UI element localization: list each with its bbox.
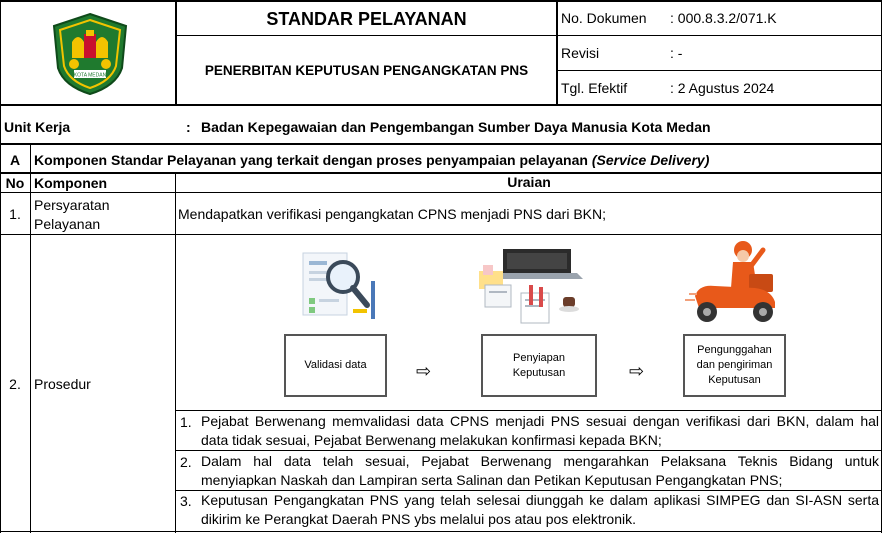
flow-arrow-icon: ⇨ bbox=[416, 361, 432, 381]
meta-label-revisi: Revisi bbox=[561, 45, 600, 61]
section-letter: A bbox=[9, 152, 21, 168]
row1-no: 1. bbox=[9, 206, 21, 222]
meta-value-efektif: : 2 Agustus 2024 bbox=[670, 80, 775, 96]
step-2-line2: menyiapkan Naskah dan Lampiran serta Salinan dan Petikan Keputusan Pengangkatan PNS; bbox=[201, 472, 783, 488]
section-title-italic: (Service Delivery) bbox=[591, 152, 710, 168]
unit-kerja-value: Badan Kepegawaian dan Pengembangan Sumber Daya Manusia Kota Medan bbox=[201, 119, 711, 135]
unit-kerja-label: Unit Kerja bbox=[4, 119, 71, 135]
flow-step-penyiapan: Penyiapan Keputusan bbox=[481, 334, 597, 397]
delivery-scooter-illustration bbox=[685, 236, 785, 332]
kota-medan-logo bbox=[50, 12, 130, 96]
col-header-komponen: Komponen bbox=[34, 175, 108, 191]
laptop-desk-illustration bbox=[477, 245, 597, 325]
logo-text: KOTA MEDAN bbox=[73, 72, 107, 79]
step-2-text bbox=[201, 452, 879, 490]
document-subtitle: PENERBITAN KEPUTUSAN PENGANGKATAN PNS bbox=[204, 63, 529, 78]
row2-komponen: Prosedur bbox=[34, 376, 91, 392]
document-title: STANDAR PELAYANAN bbox=[266, 9, 467, 29]
flow-arrow-icon: ⇨ bbox=[629, 361, 645, 381]
document-search-illustration bbox=[295, 243, 385, 333]
step-2-no: 2. bbox=[180, 454, 192, 470]
meta-label-efektif: Tgl. Efektif bbox=[561, 80, 628, 96]
step-3-no: 3. bbox=[180, 493, 192, 509]
step-3-text bbox=[201, 491, 879, 529]
col-header-no: No bbox=[5, 175, 25, 191]
step-1-no: 1. bbox=[180, 414, 192, 430]
meta-label-dokumen: No. Dokumen bbox=[561, 10, 647, 26]
step-1-line2: data tidak sesuai, Pejabat Berwenang melakukan konfirmasi kepada BKN; bbox=[201, 432, 662, 448]
step-3-line1: Keputusan Pengangkatan PNS yang telah selesai diunggah ke dalam aplikasi SIMPEG dan SI-ASN serta bbox=[201, 492, 879, 508]
logo-cell bbox=[0, 0, 176, 104]
unit-kerja-colon: : bbox=[186, 119, 191, 135]
section-title-text: Komponen Standar Pelayanan yang terkait dengan proses penyampaian pelayanan bbox=[34, 152, 592, 168]
row1-uraian: Mendapatkan verifikasi pengangkatan CPNS menjadi PNS dari BKN; bbox=[178, 206, 607, 222]
meta-value-dokumen: : 000.8.3.2/071.K bbox=[670, 10, 777, 26]
meta-value-revisi: : - bbox=[670, 45, 683, 61]
step-1-text bbox=[201, 412, 879, 450]
row1-komponen-line1: Persyaratan bbox=[34, 197, 110, 213]
section-title bbox=[34, 151, 709, 169]
row1-komponen-line2: Pelayanan bbox=[34, 216, 101, 232]
flow-step-pengunggahan: Pengunggahan dan pengiriman Keputusan bbox=[683, 334, 786, 397]
step-2-line1: Dalam hal data telah sesuai, Pejabat Berwenang mengarahkan Pelaksana Teknis Bidang untuk bbox=[201, 453, 879, 469]
step-3-line2: dikirim ke Perangkat Daerah PNS ybs melalui pos atau pos elektronik. bbox=[201, 511, 636, 527]
flow-step-validasi: Validasi data bbox=[284, 334, 387, 397]
col-header-uraian: Uraian bbox=[507, 174, 551, 190]
row2-no: 2. bbox=[9, 376, 21, 392]
step-1-line1: Pejabat Berwenang memvalidasi data CPNS menjadi PNS sesuai dengan verifikasi dari BKN, dalam hal bbox=[201, 413, 879, 429]
